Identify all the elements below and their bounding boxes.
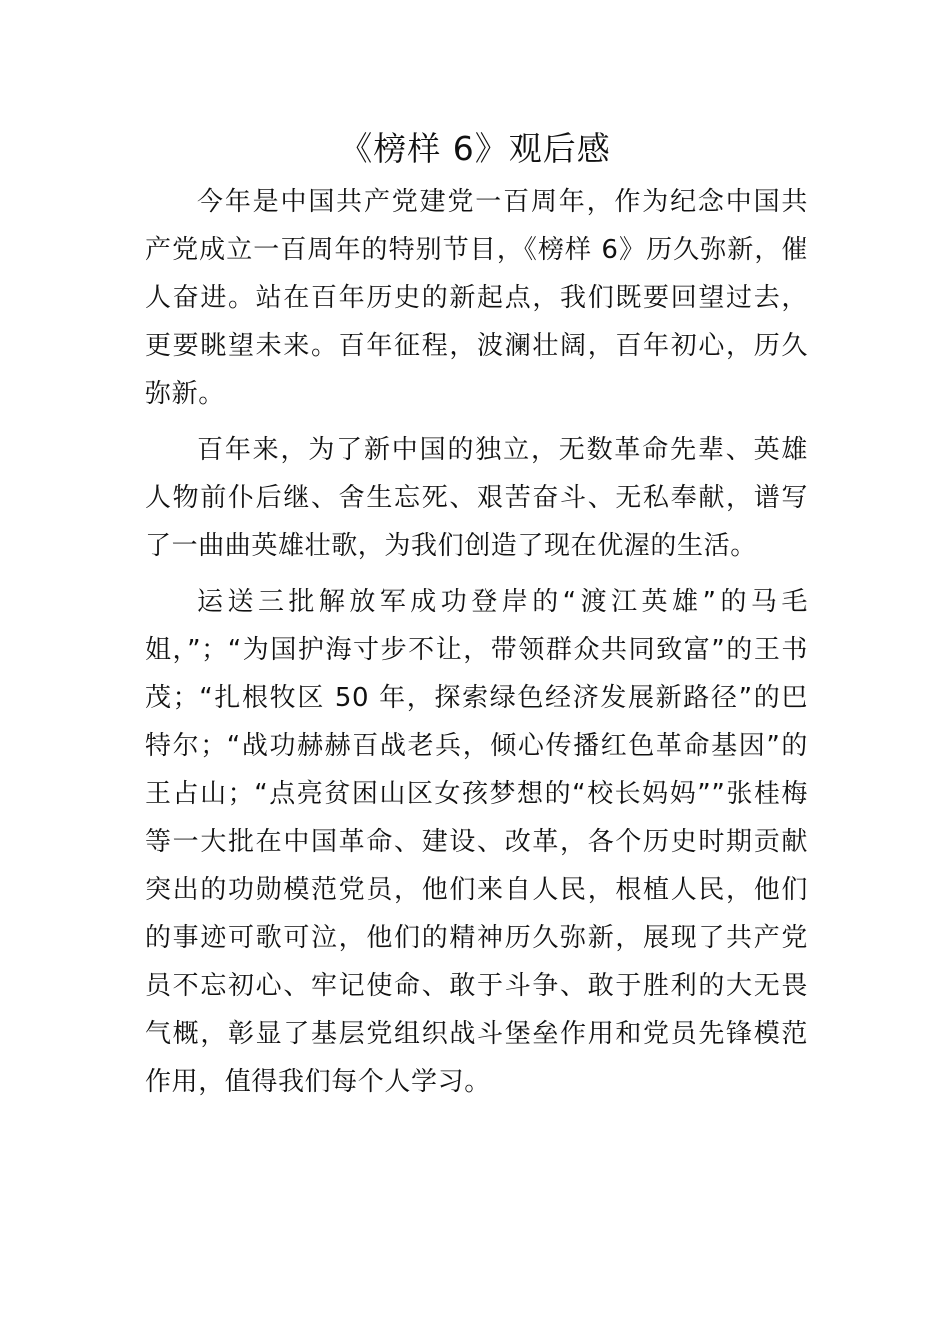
document-title: 《榜样 6》观后感 [339, 129, 611, 168]
paragraph-intro: 今年是中国共产党建党一百周年，作为纪念中国共产党成立一百周年的特别节目，《榜样 6》历久弥新，催人奋进。站在百年历史的新起点，我们既要回望过去，更要眺望未来。百年征程，波澜壮阔，百年初心，历久弥新。 [145, 187, 808, 409]
paragraph-role-models: 运送三批解放军成功登岸的“渡江英雄”的马毛姐，”；“为国护海寸步不让，带领群众共同致富”的王书茂；“扎根牧区 50 年，探索绿色经济发展新路径”的巴特尔；“战功赫赫百战老兵，倾心传播红色革命基因”的王占山；“点亮贫困山区女孩梦想的“校长妈妈””张桂梅等一大批在中国革命、建设、改革，各个历史时期贡献突出的功勋模范党员，他们来自人民，根植人民，他们的事迹可歌可泣，他们的精神历久弥新，展现了共产党员不忘初心、牢记使命、敢于斗争、敢于胜利的大无畏气概，彰显了基层党组织战斗堡垒作用和党员先锋模范作用，值得我们每个人学习。 [145, 587, 808, 1097]
document-body [145, 178, 808, 1106]
paragraph-heroes: 百年来，为了新中国的独立，无数革命先辈、英雄人物前仆后继、舍生忘死、艰苦奋斗、无私奉献，谱写了一曲曲英雄壮歌，为我们创造了现在优渥的生活。 [145, 435, 808, 561]
